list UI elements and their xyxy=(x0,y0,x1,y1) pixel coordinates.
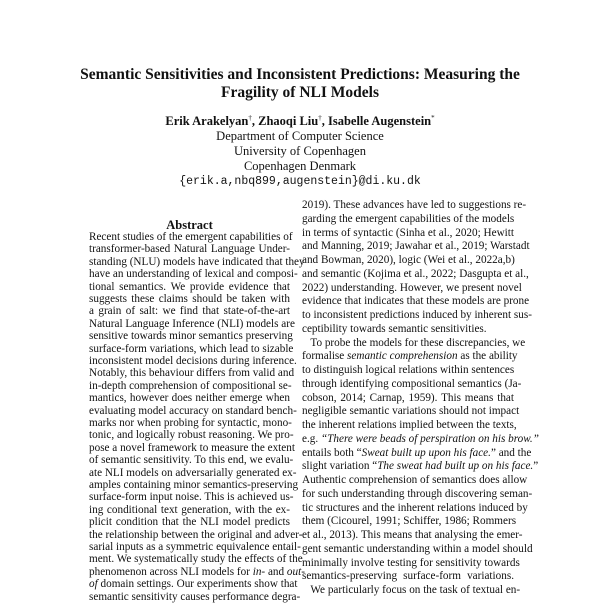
author-mark: † xyxy=(248,114,252,122)
author-list: Erik Arakelyan†, Zhaoqi Liu†, Isabelle Augenstein* xyxy=(165,114,435,129)
author-name: Erik Arakelyan xyxy=(165,114,249,129)
department: Department of Computer Science xyxy=(216,129,384,143)
city: Copenhagen Denmark xyxy=(243,159,357,173)
author-name: Isabelle Augenstein xyxy=(327,114,432,129)
author-name: Zhaoqi Liu xyxy=(258,114,319,129)
abstract-heading: Abstract xyxy=(166,218,213,232)
author-mark: * xyxy=(431,114,435,122)
author-mark: † xyxy=(318,114,322,122)
paper-title-line-1: Semantic Sensitivities and Inconsistent Predictions: Measuring the xyxy=(80,66,520,83)
university: University of Copenhagen xyxy=(234,144,366,158)
email: {erik.a,nbq899,augenstein}@di.ku.dk xyxy=(179,175,421,188)
paper-title-line-2: Fragility of NLI Models xyxy=(221,84,379,101)
